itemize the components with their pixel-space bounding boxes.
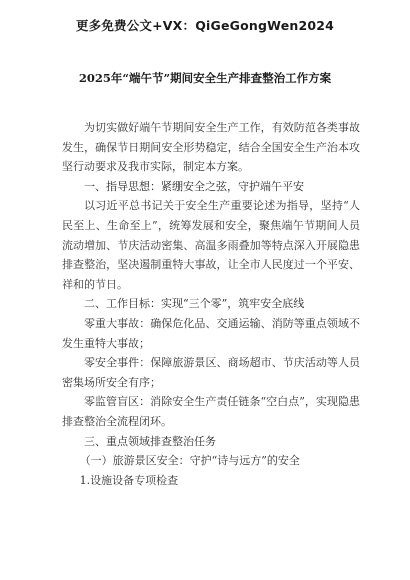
item-heading-facility-inspection: 1.设施设备专项检查 <box>79 473 179 487</box>
section-heading-work-goals: 二、工作目标：实现“三个零”，筑牢安全底线 <box>84 297 305 311</box>
document-body <box>62 118 360 490</box>
goal-zero-major-accidents: 零重大事故：确保危化品、交通运输、消防等重点领域不发生重特大事故； <box>62 316 360 350</box>
subsection-heading-tourist-sites: （一）旅游景区安全：守护“诗与远方”的安全 <box>79 454 300 468</box>
goal-zero-regulatory-blind-spots: 零监管盲区：消除安全生产责任链条“空白点”，实现隐患排查整治全流程闭环。 <box>62 395 360 428</box>
goal-zero-safety-incidents: 零安全事件：保障旅游景区、商场超市、节庆活动等人员密集场所安全有序； <box>62 356 360 389</box>
section-heading-key-areas: 三、重点领域排查整治任务 <box>84 434 216 448</box>
guiding-ideology-paragraph: 以习近平总书记关于安全生产重要论述为指导，坚持“人民至上、生命至上”，统筹发展和安全，聚焦端午节期间人员流动增加、节庆活动密集、高温多雨叠加等特点深入开展隐患排查整治，坚决遏制重特大事故，让全市人民度过一个平安、祥和的节日。 <box>62 199 360 291</box>
document-title: 2025年“端午节”期间安全生产排查整治工作方案 <box>78 71 332 85</box>
section-heading-guiding-ideology: 一、指导思想：紧绷安全之弦，守护端午平安 <box>84 179 304 193</box>
promo-banner: 更多免费公文+VX：QiGeGongWen2024 <box>75 18 335 33</box>
intro-paragraph: 为切实做好端午节期间安全生产工作，有效防范各类事故发生，确保节日期间安全形势稳定，结合全国安全生产治本攻坚行动要求及我市实际，制定本方案。 <box>62 121 360 174</box>
